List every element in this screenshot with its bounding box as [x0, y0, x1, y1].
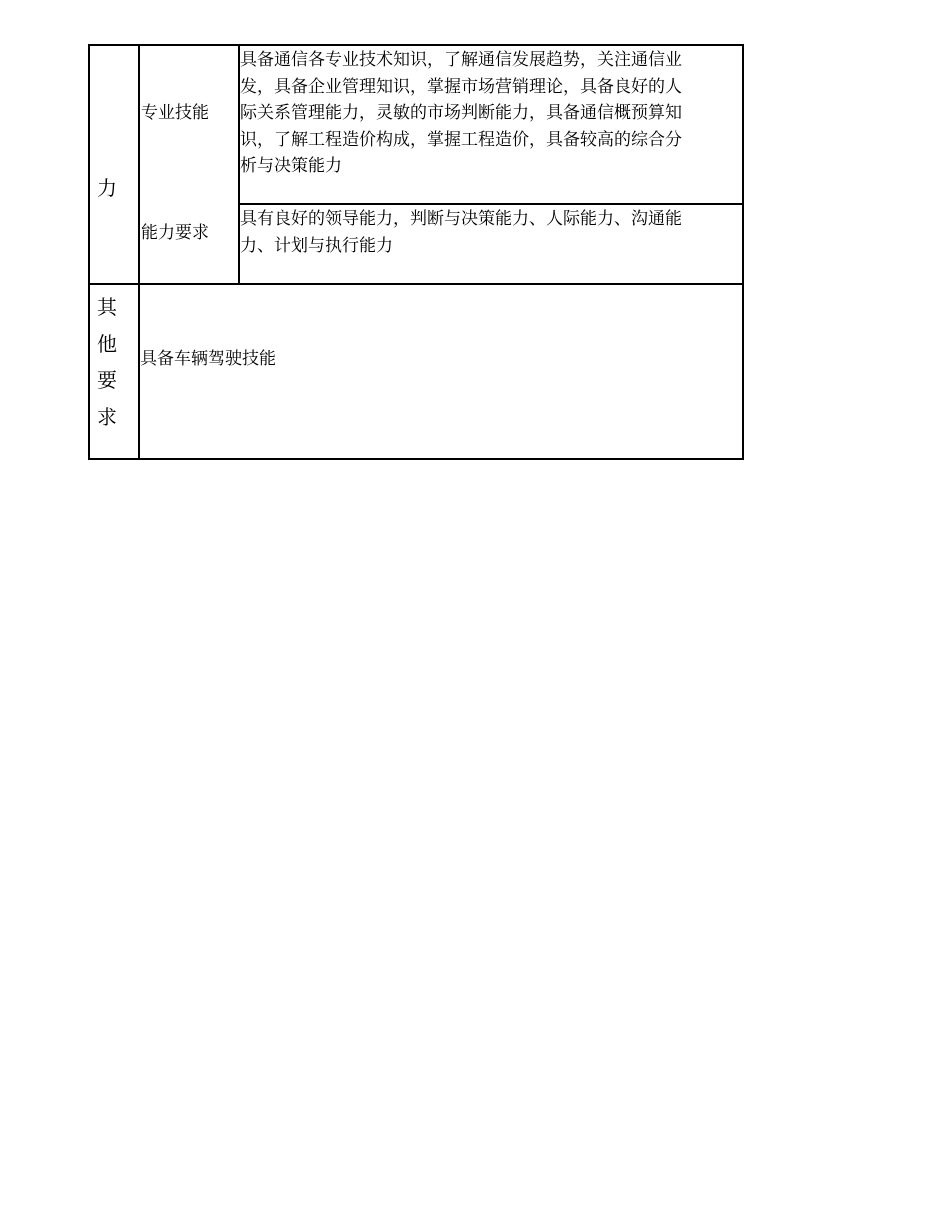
table-border-right: [742, 44, 744, 460]
row-label-professional-skills: 专业技能: [141, 103, 209, 123]
section-label: 力: [97, 176, 117, 200]
requirements-table: [88, 44, 744, 460]
row-label-ability-requirements: 能力要求: [141, 223, 209, 243]
column-divider: [138, 44, 140, 460]
content-line: 具有良好的领导能力，判断与决策能力、人际能力、沟通能: [240, 209, 682, 229]
content-line: 识，了解工程造价构成，掌握工程造价，具备较高的综合分: [240, 129, 682, 150]
table-border-left: [88, 44, 90, 460]
content-line: 具备通信各专业技术知识，了解通信发展趋势，关注通信业: [240, 50, 682, 70]
table-border-bottom: [88, 458, 744, 460]
content-line: 发，具备企业管理知识，掌握市场营销理论，具备良好的人: [240, 76, 682, 97]
section-label-other-requirements: 其他要求: [97, 295, 117, 429]
content-line: 力、计划与执行能力: [240, 235, 393, 256]
content-line: 析与决策能力: [240, 156, 342, 177]
other-requirements-content: 具备车辆驾驶技能: [140, 349, 276, 369]
row-divider: [238, 203, 744, 205]
section-divider: [88, 283, 744, 285]
table-border-top: [88, 44, 744, 46]
content-line: 际关系管理能力，灵敏的市场判断能力，具备通信概预算知: [240, 103, 682, 124]
